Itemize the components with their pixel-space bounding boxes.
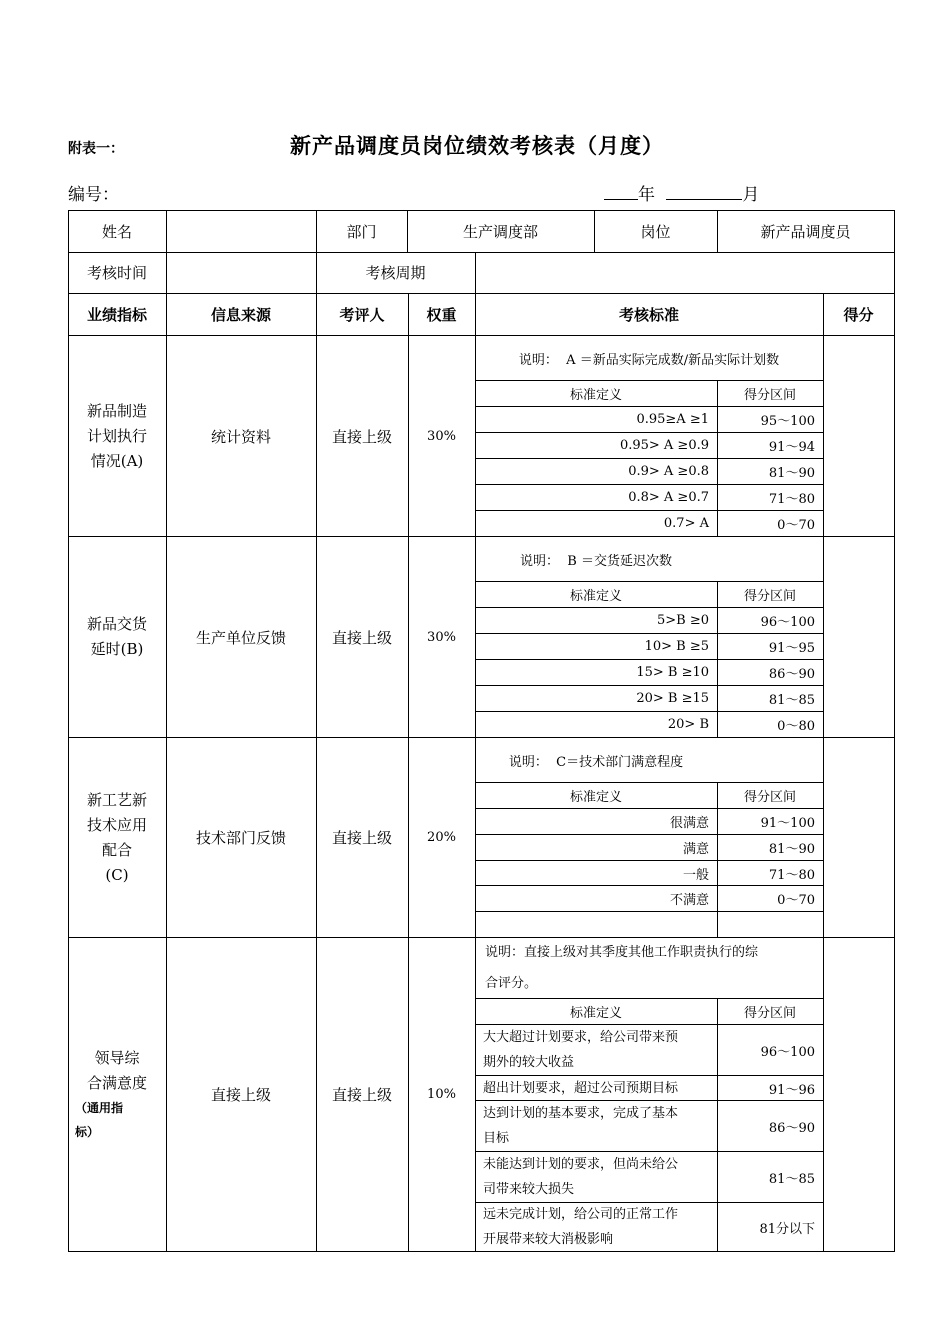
score-range: 96～100 xyxy=(760,1044,815,1060)
name-field[interactable] xyxy=(166,210,316,252)
number-label: 编号： xyxy=(68,185,119,205)
standard-def: 20> B ≥15 xyxy=(636,691,709,706)
dept-label: 部门 xyxy=(346,222,377,241)
col-source: 信息来源 xyxy=(210,305,271,324)
period-field[interactable] xyxy=(475,252,894,293)
kpi-score-field[interactable] xyxy=(823,938,894,1251)
kpi-evaluator: 直接上级 xyxy=(331,829,392,847)
kpi-weight: 30% xyxy=(427,428,456,444)
kpi-weight: 20% xyxy=(427,830,456,845)
score-range: 81～90 xyxy=(768,842,815,857)
kpi-indicator: 新品制造 计划执行 情况(A) xyxy=(86,401,147,470)
score-range: 71～80 xyxy=(768,492,815,507)
standard-def: 0.95≥A ≥1 xyxy=(636,412,709,427)
kpi-source: 技术部门反馈 xyxy=(195,829,286,847)
subhdr-range: 得分区间 xyxy=(743,388,796,403)
col-indicator: 业绩指标 xyxy=(86,305,147,324)
kpi-indicator: 新品交货 延时(B) xyxy=(86,615,147,658)
subhdr-def: 标准定义 xyxy=(569,1006,622,1021)
standard-def: 未能达到计划的要求，但尚未给公 司带来较大损失 xyxy=(483,1157,679,1197)
score-range: 91～95 xyxy=(768,641,815,656)
subhdr-def: 标准定义 xyxy=(569,589,622,604)
kpi-score-field[interactable] xyxy=(823,537,894,737)
kpi-score-field[interactable] xyxy=(823,336,894,536)
col-weight: 权重 xyxy=(426,305,457,324)
col-standard: 考核标准 xyxy=(618,305,679,324)
score-range: 81～90 xyxy=(768,466,815,481)
post-label: 岗位 xyxy=(640,222,671,241)
kpi-indicator-cell xyxy=(68,938,166,1251)
score-range: 0～80 xyxy=(777,719,815,734)
kpi-indicator-note: （通用指 标） xyxy=(75,1100,124,1139)
time-field[interactable] xyxy=(166,252,316,293)
kpi-evaluator: 直接上级 xyxy=(331,628,392,647)
dept-value: 生产调度部 xyxy=(462,222,538,241)
standard-def: 0.8> A ≥0.7 xyxy=(628,490,709,505)
kpi-evaluator: 直接上级 xyxy=(331,1086,392,1104)
col-score: 得分 xyxy=(843,305,874,324)
kpi-indicator: 新工艺新 技术应用 配合 (C) xyxy=(86,790,147,884)
subhdr-range: 得分区间 xyxy=(743,1006,796,1021)
kpi-weight: 10% xyxy=(427,1087,456,1102)
standard-def: 5>B ≥0 xyxy=(656,613,709,628)
standard-def: 10> B ≥5 xyxy=(644,639,709,654)
kpi-description: 说明：直接上级对其季度其他工作职责执行的综 合评分。 xyxy=(485,945,759,991)
score-range xyxy=(717,912,823,937)
standard-def: 远未完成计划，给公司的正常工作 开展带来较大消极影响 xyxy=(483,1207,679,1247)
standard-def: 达到计划的基本要求，完成了基本 目标 xyxy=(483,1106,679,1146)
score-range: 71～80 xyxy=(768,867,815,883)
subhdr-def: 标准定义 xyxy=(569,388,622,403)
kpi-source: 直接上级 xyxy=(210,1086,271,1104)
year-label: 年 xyxy=(638,185,655,205)
standard-def: 满意 xyxy=(682,842,709,857)
score-range: 0～70 xyxy=(777,518,815,533)
score-range: 91～94 xyxy=(768,440,815,455)
score-range: 96～100 xyxy=(760,615,815,630)
subhdr-range: 得分区间 xyxy=(743,790,796,805)
col-evaluator: 考评人 xyxy=(339,305,385,324)
attachment-label: 附表一： xyxy=(68,141,124,157)
kpi-weight: 30% xyxy=(427,629,456,645)
standard-def: 20> B xyxy=(667,717,709,732)
score-range: 81分以下 xyxy=(759,1221,815,1237)
score-range: 86～90 xyxy=(768,1120,815,1136)
standard-def: 0.9> A ≥0.8 xyxy=(628,464,709,479)
standard-def: 大大超过计划要求，给公司带来预 期外的较大收益 xyxy=(483,1030,679,1070)
kpi-source: 生产单位反馈 xyxy=(195,628,286,647)
kpi-score-field[interactable] xyxy=(823,738,894,937)
period-label: 考核周期 xyxy=(365,264,426,282)
kpi-indicator: 领导综 合满意度 xyxy=(86,1048,147,1092)
post-value: 新产品调度员 xyxy=(760,222,851,241)
kpi-description: 说明： B ＝交货延迟次数 xyxy=(520,553,672,569)
standard-def: 很满意 xyxy=(669,816,709,831)
standard-def xyxy=(475,912,717,937)
standard-def: 超出计划要求，超过公司预期目标 xyxy=(483,1080,679,1096)
subhdr-def: 标准定义 xyxy=(569,790,622,805)
score-range: 81～85 xyxy=(768,693,815,708)
name-label: 姓名 xyxy=(101,222,132,241)
kpi-description: 说明： A ＝新品实际完成数/新品实际计划数 xyxy=(518,352,780,368)
time-label: 考核时间 xyxy=(86,264,147,282)
standard-def: 一般 xyxy=(682,867,709,883)
subhdr-range: 得分区间 xyxy=(743,589,796,604)
standard-def: 0.7> A xyxy=(663,516,709,531)
score-range: 95～100 xyxy=(760,414,815,429)
score-range: 91～96 xyxy=(768,1082,815,1098)
standard-def: 不满意 xyxy=(669,893,709,908)
page-title: 新产品调度员岗位绩效考核表（月度） xyxy=(290,133,664,158)
standard-def: 15> B ≥10 xyxy=(636,665,709,680)
score-range: 91～100 xyxy=(760,816,815,831)
standard-def: 0.95> A ≥0.9 xyxy=(619,438,709,453)
score-range: 0～70 xyxy=(777,893,815,908)
score-range: 86～90 xyxy=(768,667,815,682)
kpi-description: 说明： C＝技术部门满意程度 xyxy=(508,754,684,770)
kpi-source: 统计资料 xyxy=(210,427,271,446)
month-label: 月 xyxy=(742,185,760,205)
score-range: 81～85 xyxy=(768,1171,815,1187)
kpi-evaluator: 直接上级 xyxy=(331,427,392,446)
